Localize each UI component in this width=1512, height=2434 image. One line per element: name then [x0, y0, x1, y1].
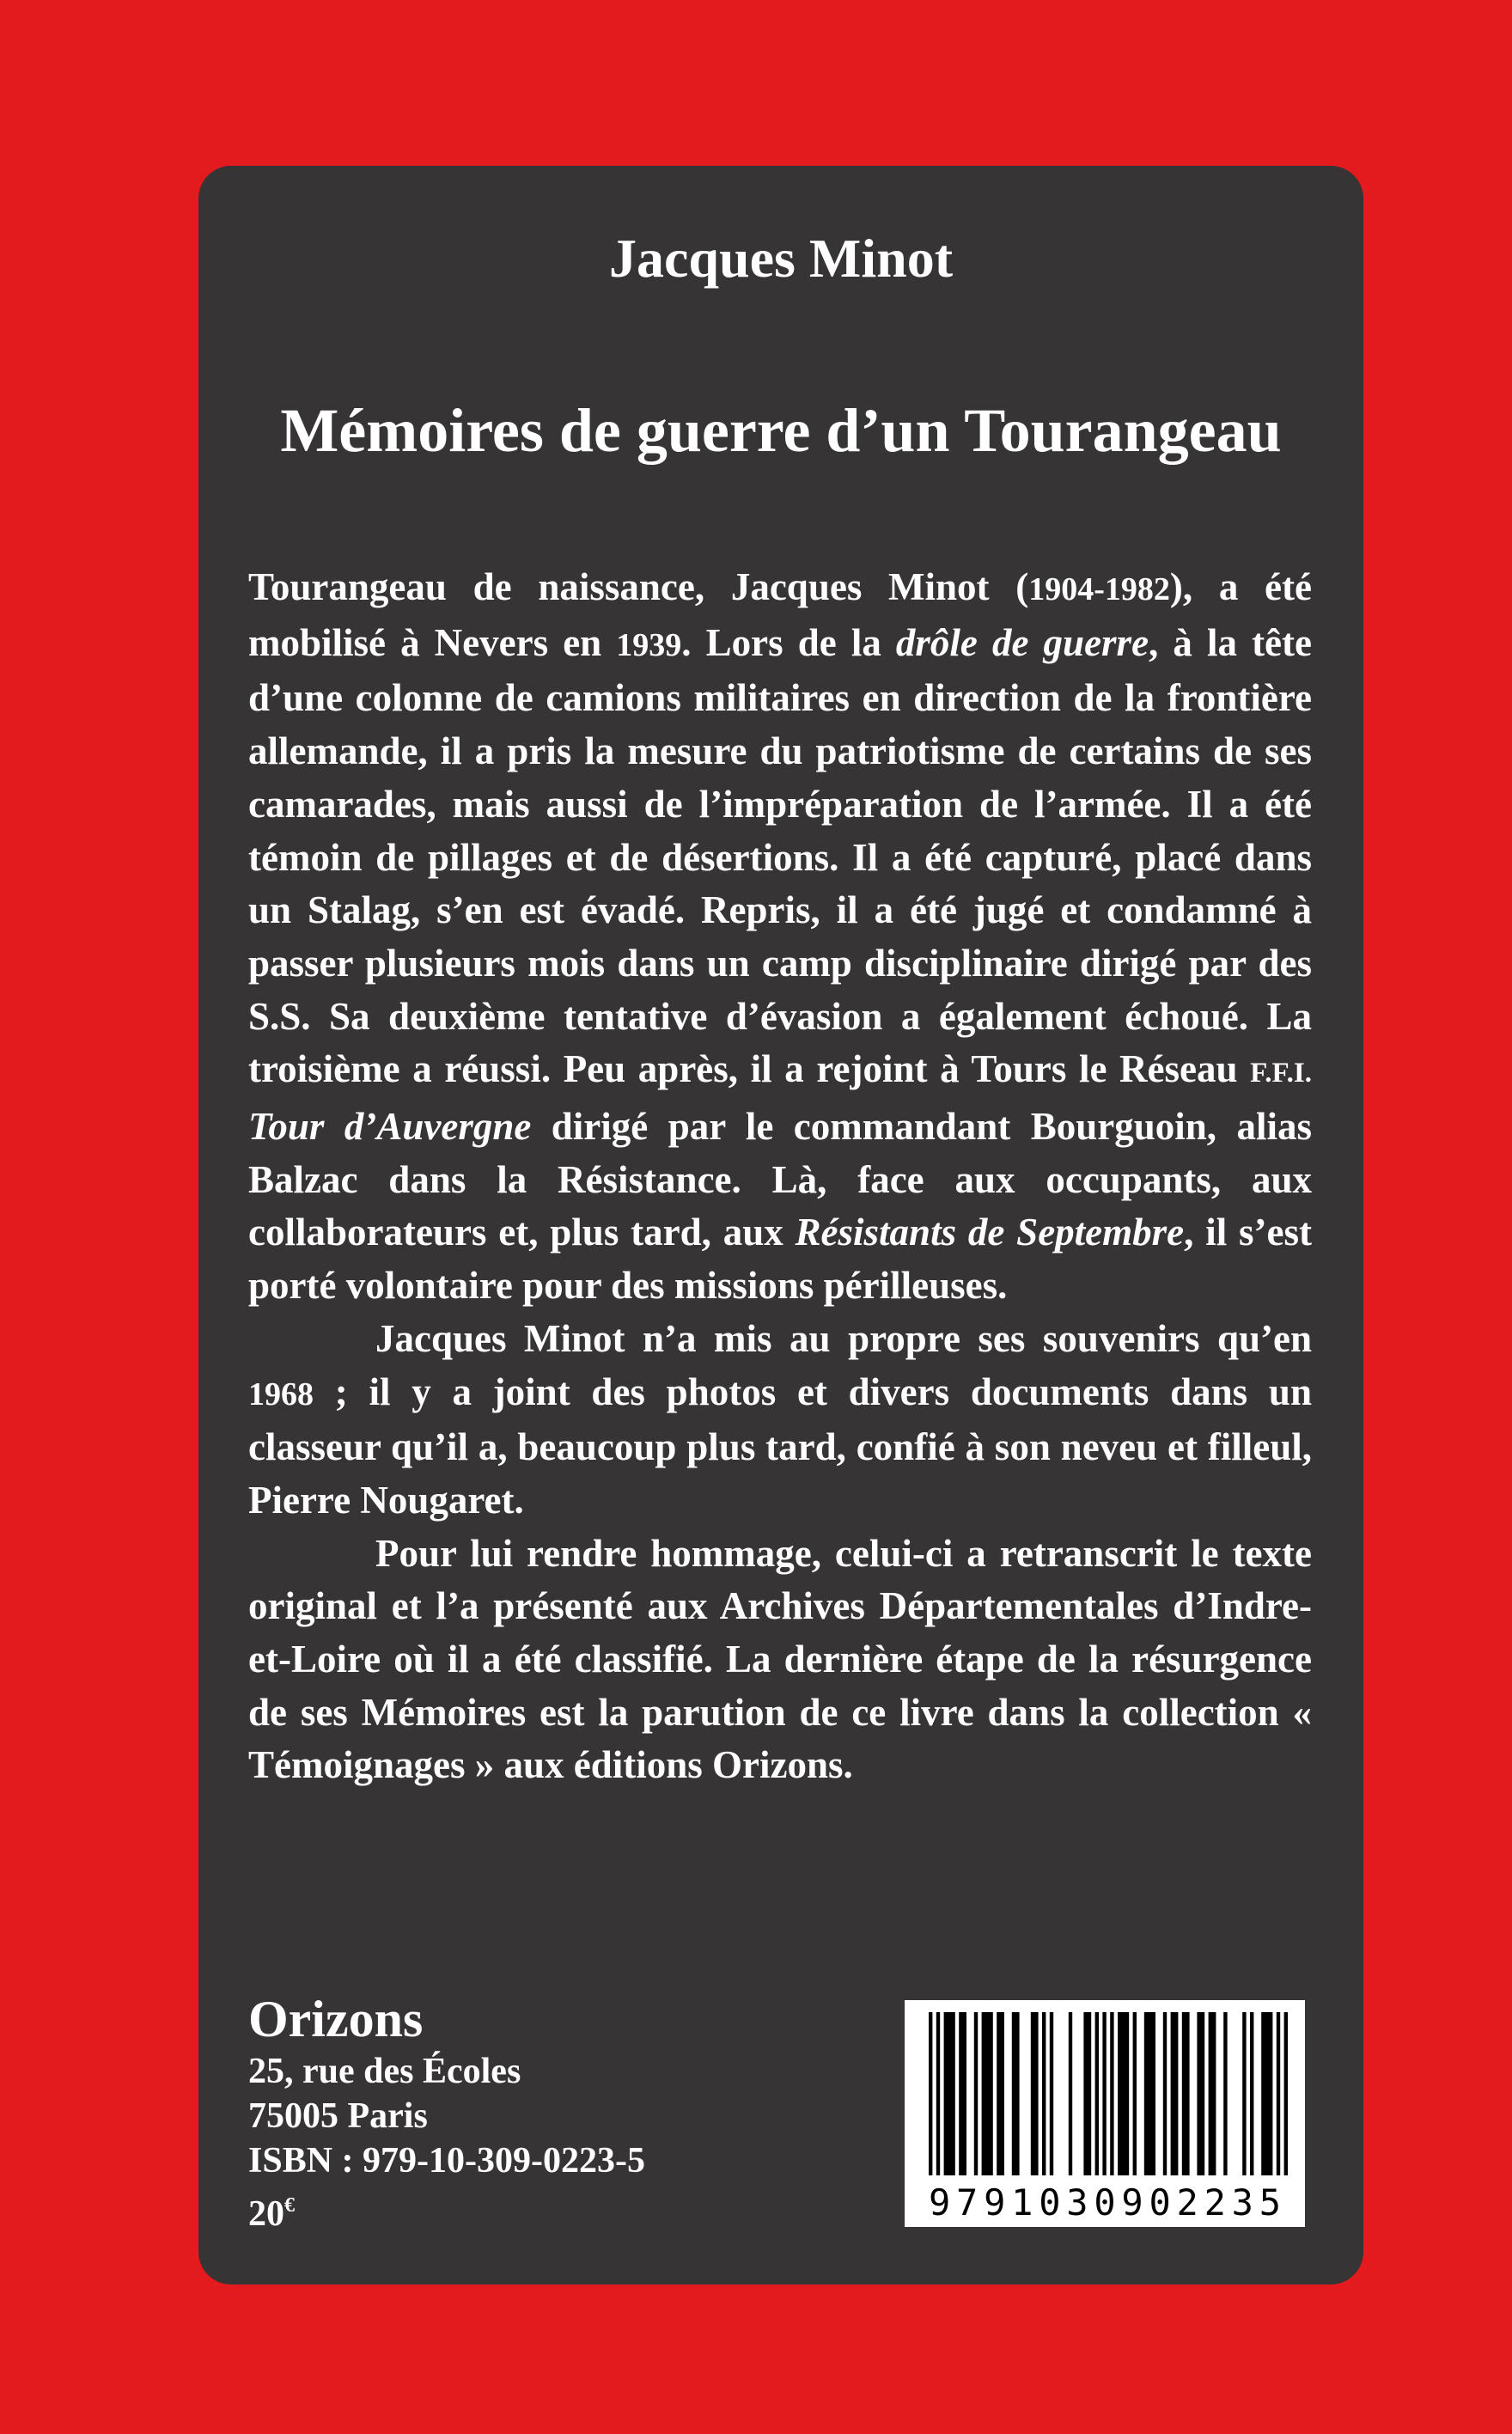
- publisher-street: 25, rue des Écoles: [248, 2052, 521, 2091]
- barcode-bar: [1277, 2012, 1280, 2175]
- barcode-bar: [1012, 2012, 1020, 2175]
- blurb: [248, 561, 1312, 1792]
- barcode-bar: [1197, 2012, 1204, 2175]
- author-name: Jacques Minot: [609, 228, 953, 289]
- barcode-bar: [1118, 2012, 1129, 2175]
- barcode-bar: [1209, 2012, 1216, 2175]
- barcode-bar: [1069, 2012, 1072, 2175]
- barcode-bar: [1133, 2012, 1137, 2175]
- writing-year: 1968: [248, 1376, 314, 1412]
- barcode-bar: [1050, 2012, 1053, 2175]
- barcode-bar: [1250, 2012, 1253, 2175]
- emphasis-tour-auvergne: Tour d’Auvergne: [248, 1105, 532, 1149]
- back-cover-panel: [198, 166, 1363, 2285]
- barcode-bar: [982, 2012, 993, 2175]
- emphasis-drole-de-guerre: drôle de guerre: [895, 620, 1149, 664]
- barcode-bar: [1163, 2012, 1167, 2175]
- price-currency: €: [284, 2194, 295, 2217]
- years-range: 1904-1982: [1028, 571, 1170, 607]
- ffi-acronym: F.F.I.: [1250, 1058, 1312, 1089]
- barcode-bar: [1083, 2012, 1091, 2175]
- barcode-bars: [929, 2012, 1288, 2175]
- barcode-bar: [944, 2012, 955, 2175]
- price: [248, 2183, 645, 2236]
- barcode-bar: [1261, 2012, 1272, 2175]
- blurb-paragraph-2: Jacques Minot n’a mis au propre ses souvenirs qu’en 1968 ; il y a joint des photos et divers documents dans un classeur qu’il a, beaucoup plus tard, confié à son neveu et filleul, Pierre Nougaret.: [248, 1316, 1312, 1522]
- book-title: Mémoires de guerre d’un Tourangeau: [280, 396, 1282, 465]
- isbn: ISBN : 979-10-309-0223-5: [248, 2141, 645, 2181]
- barcode-bar: [997, 2012, 1004, 2175]
- blurb-paragraph-3: Pour lui rendre hommage, celui-ci a retranscrit le texte original et l’a présenté aux Archives Départementales d’Indre-et-Loire où il a été classifié. La dernière étape de la résurgence de ses Mémoires est la parution de ce livre dans la collection « Témoignages » aux éditions Orizons.: [248, 1531, 1312, 1787]
- mobilisation-year: 1939: [616, 626, 682, 663]
- barcode-bar: [929, 2012, 932, 2175]
- barcode-bar: [1110, 2012, 1113, 2175]
- barcode-bar: [1095, 2012, 1099, 2175]
- publisher-city: 75005 Paris: [248, 2096, 428, 2136]
- blurb-paragraph-1: Tourangeau de naissance, Jacques Minot (1904-1982), a été mobilisé à Nevers en 1939. Lors de la drôle de guerre, à la tête d’une colonne de camions militaires en direction de la frontière allemande, il a pris la mesure du patriotisme de certains de ses camarades, mais aussi de l’impréparation de l’armée. Il a été témoin de pillages et de désertions. Il a été capturé, placé dans un Stalag, s’en est évadé. Repris, il a été jugé et condamné à passer plusieurs mois dans un camp disciplinaire dirigé par des S.S. Sa deuxième tentative d’évasion a également échoué. La troisième a réussi. Peu après, il a rejoint à Tours le Réseau F.F.I. Tour d’Auvergne dirigé par le commandant Bourguoin, alias Balzac dans la Résistance. Là, face aux occupants, aux collaborateurs et, plus tard, aux Résistants de Septembre, il s’est porté volontaire pour des missions périlleuses.: [248, 565, 1312, 1308]
- barcode-graphic: [905, 2000, 1305, 2227]
- barcode-bar: [1171, 2012, 1179, 2175]
- barcode-bar: [1102, 2012, 1106, 2175]
- barcode-bar: [936, 2012, 940, 2175]
- barcode: [905, 2000, 1305, 2227]
- barcode-bar: [1182, 2012, 1190, 2175]
- barcode-bar: [1284, 2012, 1288, 2175]
- barcode-bar: [1242, 2012, 1246, 2175]
- barcode-bar: [974, 2012, 978, 2175]
- publisher-name: Orizons: [248, 1991, 424, 2047]
- barcode-bar: [1144, 2012, 1155, 2175]
- price-value: 20: [248, 2194, 284, 2234]
- barcode-bar: [1042, 2012, 1046, 2175]
- barcode-bar: [1031, 2012, 1039, 2175]
- barcode-digits: 9791030902235: [929, 2181, 1281, 2224]
- barcode-bar: [959, 2012, 966, 2175]
- barcode-bar: [1223, 2012, 1227, 2175]
- emphasis-resistants-septembre: Résistants de Septembre: [795, 1211, 1185, 1254]
- publisher-block: [248, 1989, 645, 2236]
